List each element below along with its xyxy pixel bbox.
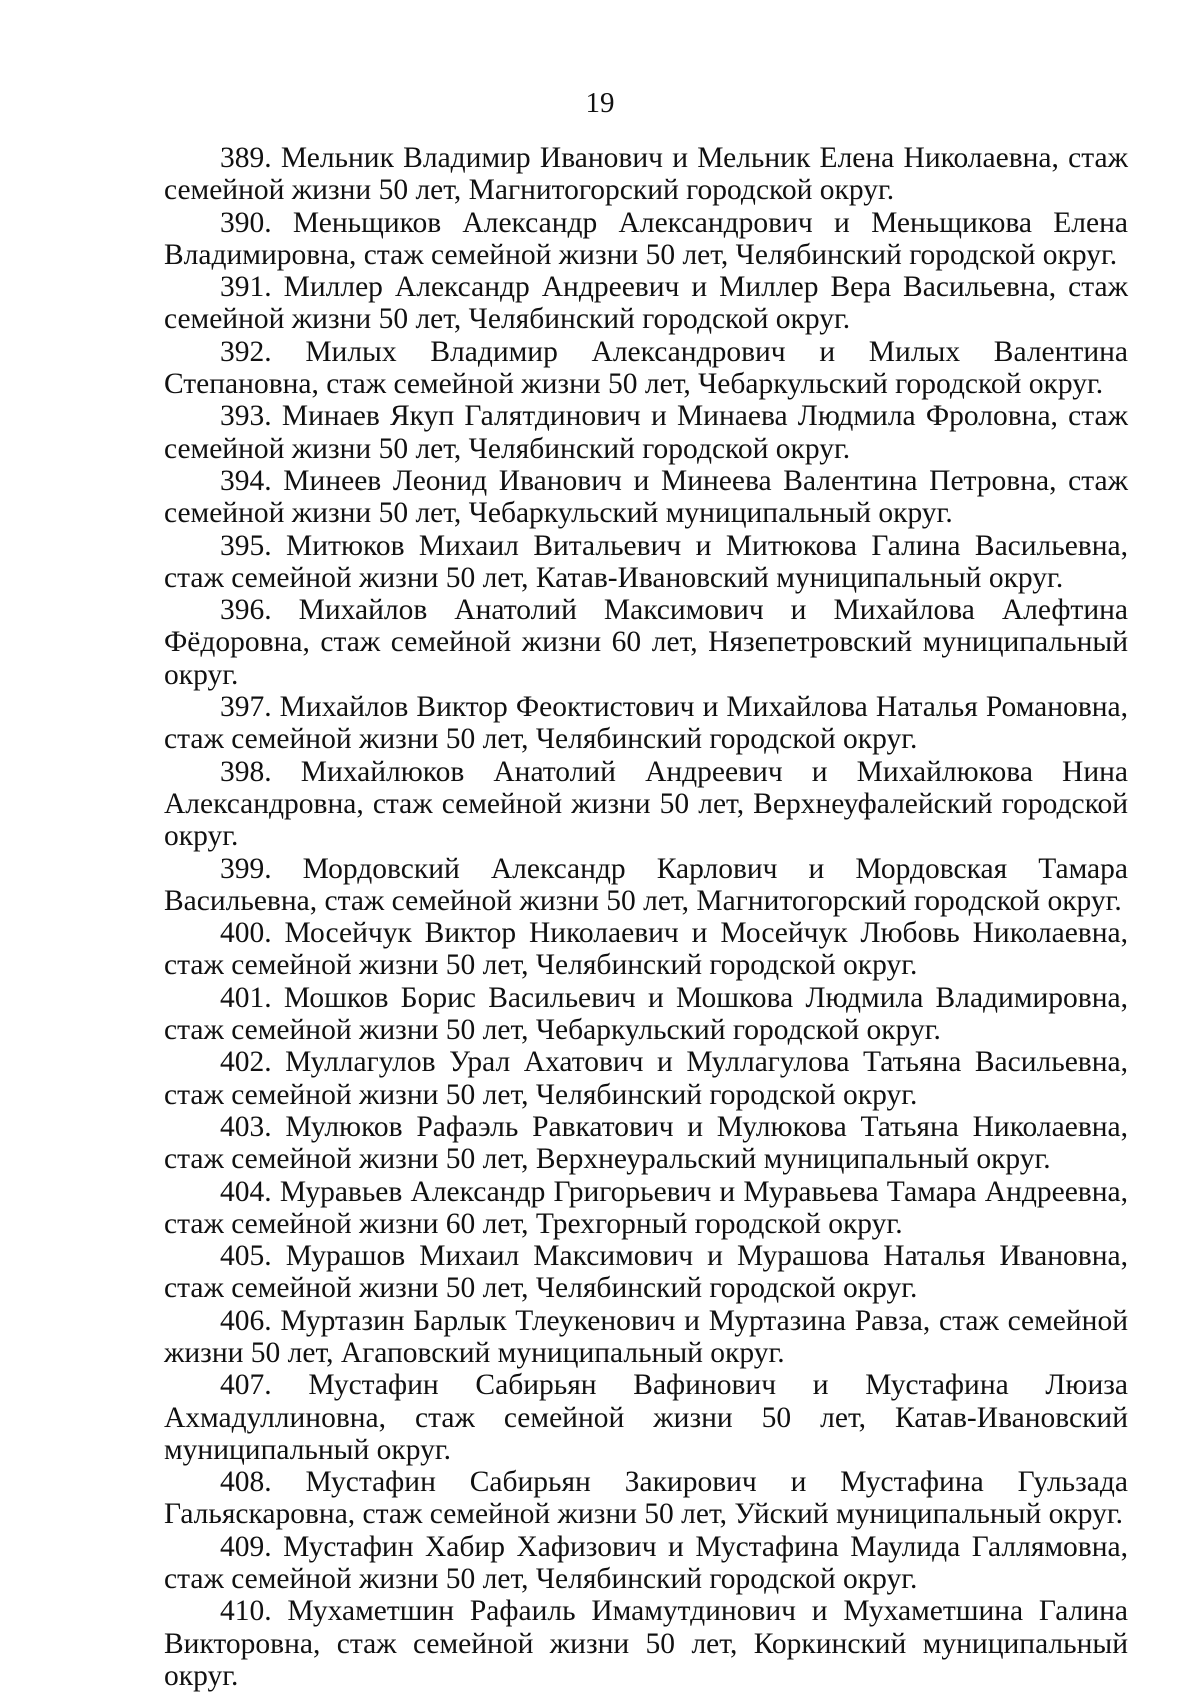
list-item: 391. Миллер Александр Андреевич и Миллер Вера Васильевна, стаж семейной жизни 50 лет, Челябинский городской округ. — [164, 271, 1128, 336]
list-item: 392. Милых Владимир Александрович и Милых Валентина Степановна, стаж семейной жизни 50 лет, Чебаркульский городской округ. — [164, 335, 1128, 401]
list-item: 406. Муртазин Барлык Тлеукенович и Муртазина Равза, стаж семейной жизни 50 лет, Агаповский муниципальный округ. — [164, 1304, 1128, 1369]
list-item: 408. Мустафин Сабирьян Закирович и Мустафина Гульзада Гальяскаровна, стаж семейной жизни 50 лет, Уйский муниципальный округ. — [164, 1466, 1128, 1531]
list-item: 398. Михайлюков Анатолий Андреевич и Михайлюкова Нина Александровна, стаж семейной жизни 50 лет, Верхнеуфалейский городской округ. — [164, 755, 1128, 853]
list-item: 393. Минаев Якуп Галятдинович и Минаева Людмила Фроловна, стаж семейной жизни 50 лет, Челябинский городской округ. — [164, 400, 1128, 465]
list-item: 396. Михайлов Анатолий Максимович и Михайлова Алефтина Фёдоровна, стаж семейной жизни 60 лет, Нязепетровский муниципальный округ. — [164, 594, 1128, 691]
list-item: 397. Михайлов Виктор Феоктистович и Михайлова Наталья Романовна, стаж семейной жизни 50 лет, Челябинский городской округ. — [164, 691, 1128, 756]
list-item: 395. Митюков Михаил Витальевич и Митюкова Галина Васильевна, стаж семейной жизни 50 лет, Катав-Ивановский муниципальный округ. — [164, 529, 1128, 594]
list-item: 394. Минеев Леонид Иванович и Минеева Валентина Петровна, стаж семейной жизни 50 лет, Чебаркульский муниципальный округ. — [164, 464, 1128, 530]
list-item: 401. Мошков Борис Васильевич и Мошкова Людмила Владимировна, стаж семейной жизни 50 лет, Чебаркульский городской округ. — [164, 981, 1128, 1047]
list-item: 402. Муллагулов Урал Ахатович и Муллагулова Татьяна Васильевна, стаж семейной жизни 50 лет, Челябинский городской округ. — [164, 1046, 1128, 1111]
list-item: 404. Муравьев Александр Григорьевич и Муравьева Тамара Андреевна, стаж семейной жизни 60 лет, Трехгорный городской округ. — [164, 1175, 1128, 1240]
list-item: 405. Мурашов Михаил Максимович и Мурашова Наталья Ивановна, стаж семейной жизни 50 лет, Челябинский городской округ. — [164, 1240, 1128, 1305]
list-item: 407. Мустафин Сабирьян Вафинович и Мустафина Люиза Ахмадуллиновна, стаж семейной жизни 50 лет, Катав-Ивановский муниципальный округ. — [164, 1369, 1128, 1466]
list-item: 400. Мосейчук Виктор Николаевич и Мосейчук Любовь Николаевна, стаж семейной жизни 50 лет, Челябинский городской округ. — [164, 917, 1128, 982]
page-number: 19 — [585, 87, 615, 119]
list-item: 389. Мельник Владимир Иванович и Мельник Елена Николаевна, стаж семейной жизни 50 лет, Магнитогорский городской округ. — [164, 142, 1128, 207]
list-item: 390. Меньщиков Александр Александрович и Меньщикова Елена Владимировна, стаж семейной жизни 50 лет, Челябинский городской округ. — [164, 206, 1128, 271]
list-item: 410. Мухаметшин Рафаиль Имамутдинович и Мухаметшина Галина Викторовна, стаж семейной жизни 50 лет, Коркинский муниципальный округ. — [164, 1595, 1128, 1692]
entries-list — [164, 142, 1128, 1692]
list-item: 409. Мустафин Хабир Хафизович и Мустафина Маулида Галлямовна, стаж семейной жизни 50 лет, Челябинский городской округ. — [164, 1530, 1128, 1596]
list-item: 399. Мордовский Александр Карлович и Мордовская Тамара Васильевна, стаж семейной жизни 50 лет, Магнитогорский городской округ. — [164, 852, 1128, 917]
list-item: 403. Мулюков Рафаэль Равкатович и Мулюкова Татьяна Николаевна, стаж семейной жизни 50 лет, Верхнеуральский муниципальный округ. — [164, 1110, 1128, 1176]
